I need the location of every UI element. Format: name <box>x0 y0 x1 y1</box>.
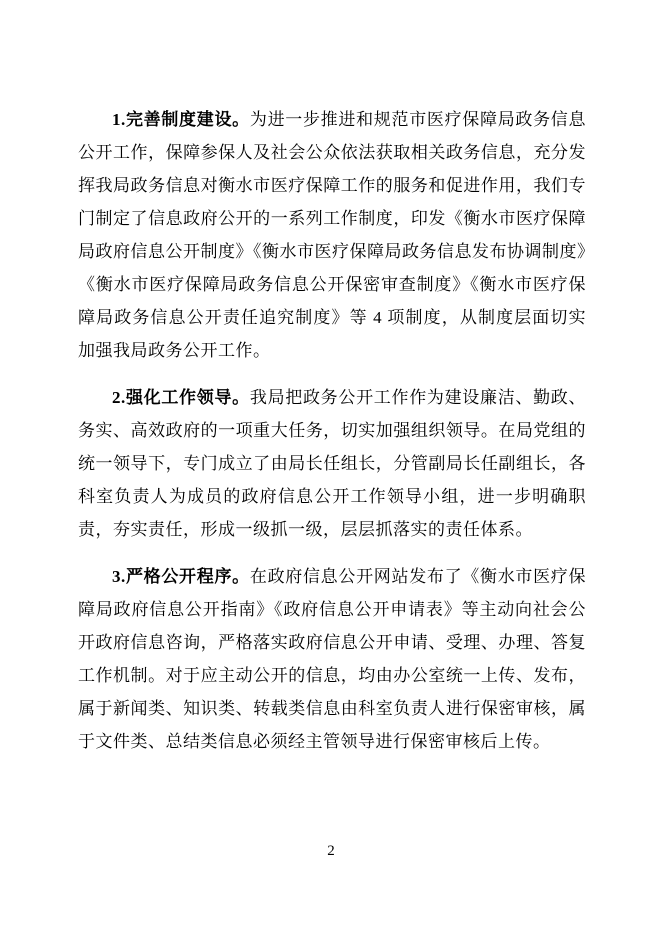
paragraph-1 <box>78 103 586 367</box>
paragraph-1-lead: 1.完善制度建设。 <box>112 110 250 129</box>
paragraph-1-text: 为进一步推进和规范市医疗保障局政务信息公开工作，保障参保人及社会公众依法获取相关政务信息，充分发挥我局政务信息对衡水市医疗保障工作的服务和促进作用，我们专门制定了信息政府公开的一系列工作制度，印发《衡水市医疗保障局政府信息公开制度》《衡水市医疗保障局政务信息发布协调制度》《衡水市医疗保障局政务信息公开保密审查制度》《衡水市医疗保障局政务信息公开责任追究制度》等 4 项制度，从制度层面切实加强我局政务公开工作。 <box>78 110 587 360</box>
paragraph-3 <box>78 560 586 758</box>
paragraph-2 <box>78 381 586 546</box>
paragraph-3-text: 在政府信息公开网站发布了《衡水市医疗保障局政府信息公开指南》《政府信息公开申请表》等主动向社会公开政府信息咨询，严格落实政府信息公开申请、受理、办理、答复工作机制。对于应主动公开的信息，均由办公室统一上传、发布，属于新闻类、知识类、转载类信息由科室负责人进行保密审核，属于文件类、总结类信息必须经主管领导进行保密审核后上传。 <box>78 567 587 751</box>
paragraph-2-text: 我局把政务公开工作作为建设廉洁、勤政、务实、高效政府的一项重大任务，切实加强组织领导。在局党组的统一领导下，专门成立了由局长任组长，分管副局长任副组长，各科室负责人为成员的政府信息公开工作领导小组，进一步明确职责，夯实责任，形成一级抓一级，层层抓落实的责任体系。 <box>78 388 587 539</box>
page-number: 2 <box>327 843 335 859</box>
document-body <box>78 103 586 758</box>
paragraph-2-lead: 2.强化工作领导。 <box>112 388 250 407</box>
paragraph-3-lead: 3.严格公开程序。 <box>112 567 250 586</box>
